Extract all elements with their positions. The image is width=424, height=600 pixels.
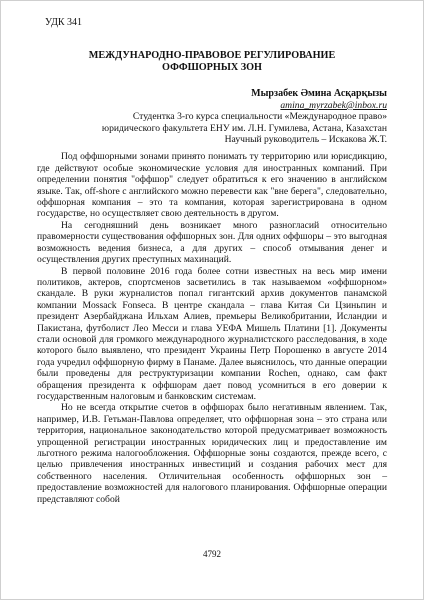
page-number: 4792 — [203, 549, 221, 559]
body-paragraph: На сегодняшний день возникает много разногласий относительно правомерности существования оффшорных зон. Для одних оффшоры – это выгодная возможность ведения бизнеса, а для других – способ отмывания денег и осуществления других преступных махинаций. — [37, 219, 387, 266]
title-line-1: МЕЖДУНАРОДНО-ПРАВОВОЕ РЕГУЛИРОВАНИЕ — [88, 50, 336, 62]
author-name: Мырзабек Әмина Асқарқызы — [251, 88, 387, 100]
affiliation-line: Научный руководитель – Искакова Ж.Т. — [224, 134, 387, 146]
body-paragraph: Но не всегда открытие счетов в оффшорах было негативным явлением. Так, например, И.В. Гетьман-Павлова определяет, что оффшорная зона – это страна или территория, национальное законодательство которой предусматривает возможность упрощенной регистрации иностранных юридических лиц и предоставление им льготного режима налогообложения. Оффшорные зоны создаются, прежде всего, с целью привлечения иностранных инвестиций и создания рабочих мест для собственного населения. Отличительная особенность оффшорных зон – предоставление возможностей для налогового планирования. Оффшорные операции представляют собой — [37, 402, 387, 505]
udk-code: УДК 341 — [45, 17, 83, 28]
author-email[interactable]: amina_myrzabek@inbox.ru — [280, 99, 387, 111]
author-affiliation — [37, 111, 387, 145]
article-title — [37, 50, 387, 74]
affiliation-line: Студентка 3-го курса специальности «Международное право» — [132, 111, 387, 123]
page-content — [37, 11, 387, 505]
affiliation-line: юридического факультета ЕНУ им. Л.Н. Гумилева, Астана, Казахстан — [101, 122, 387, 134]
title-line-2: ОФФШОРНЫХ ЗОН — [162, 62, 262, 74]
body-paragraph: Под оффшорными зонами принято понимать ту территорию или юрисдикцию, где действуют особые экономические условия для иностранных компаний. При определении понятия "оффшор" следует обратиться к его значению в английском языке. Так, off-shore с английского можно перевести как "вне берега", следовательно, оффшорная компания – это та компания, которая зарегистрирована в одном государстве, но осуществляет свою деятельность в другом. — [37, 151, 387, 220]
body-paragraph: В первой половине 2016 года более сотни известных на весь мир имени политиков, актеров, спортсменов засветились в так называемом «оффшорном» скандале. В руки журналистов попал гигантский архив документов панамской компании Mossack Fonseca. В центре скандала – глава Китая Си Цзиньпин и президент Азербайджана Ильхам Алиев, премьеры Великобритании, Исландии и Пакистана, футболист Лео Месси и глава УЕФА Мишель Платини [1]. Документы стали основой для громкого международного журналистского расследования, в ходе которого было выявлено, что президент Украины Петр Порошенко в августе 2014 года учредил оффшорную фирму в Панаме. Далее выяснилось, что данные операции были проведены для реструктуризации компании Rochen, однако, сам факт обращения президента к оффшорам дает повод усомниться в его доверии к государственным налоговым и банковским системам. — [37, 265, 387, 402]
article-body — [37, 151, 387, 505]
